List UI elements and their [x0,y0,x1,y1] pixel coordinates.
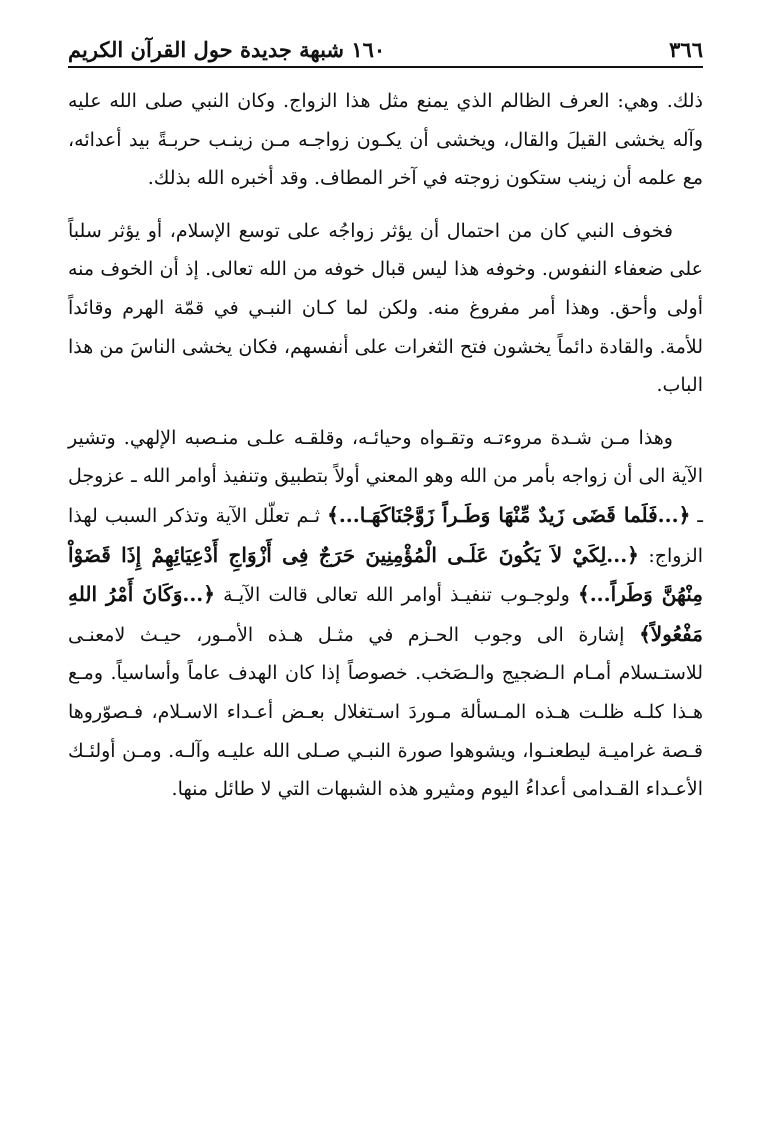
paragraph-2 [68,212,703,405]
paragraph-1-text: ذلك. وهي: العرف الظالم الذي يمنع مثل هذا الزواج. وكان النبي صلى الله عليه وآله يخشى القيلَ والقال، ويخشى أن يكـون زواجـه مـن زينـب حربـةً بيد أعدائه، مع علمه أن زينب ستكون زوجته في آخر المطاف. وقد أخبره الله بذلك. [68,90,703,190]
paragraph-3-text-c: ولوجـوب تنفيـذ أوامر الله تعالى قالت الآيـة [214,584,578,607]
paragraph-3 [68,419,703,809]
running-title: ١٦٠ شبهة جديدة حول القرآن الكريم [68,37,386,62]
quran-verse-1: ﴿...فَلَما قَضَى زَيدٌ مِّنْهَا وَطَـراً زَوَّجْنَاكَهَـا...﴾ [327,502,691,527]
paragraph-3-text-b: ثـم تعلّل الآية وتذكر السبب لهذا الزواج: [68,504,704,567]
body-text [68,82,703,809]
quran-verse-3: ﴿...وَكَانَ أَمْرُ اللهِ مَفْعُولاً﴾ [68,582,703,646]
paragraph-3-text-d: إشارة الى وجوب الحـزم في مثـل هـذه الأمـور، حيـث لامعنـى للاستـسلام أمـام الـضجيج والـصَخب. خصوصاً إذا كان الهدف عاماً وأساسياً. ومـع هـذا كلـه ظلـت هـذه المـسألة مـوردَ اسـتغلال بعـض أعـداء الاسـلام، فـصوّروها قـصة غراميـة ليطعنـوا، ويشوهوا صورة النبـي صـلى الله عليـه وآلـه. ومـن أولئـك الأعـداء القـدامى أعداءُ اليوم ومثيرو هذه الشبهات التي لا طائل منها. [68,623,703,801]
paragraph-2-text: فخوف النبي كان من احتمال أن يؤثر زواجُه على توسع الإسلام، أو يؤثر سلباً على ضعفاء النفوس. وخوفه هذا ليس قبال خوفه من الله تعالى. إذ أن الخوف منه أولى وأحق. وهذا أمر مفروغ منه. ولكن لما كـان النبـي في قمّة الهرم وقائداً للأمة. والقادة دائماً يخشون فتح الثغرات على أنفسهم، فكان يخشى الناسَ من هذا الباب. [68,219,703,397]
book-page [68,28,703,809]
paragraph-1 [68,82,703,198]
page-header [68,28,703,68]
paragraph-3-text-a: وهذا مـن شـدة مروءتـه وتقـواه وحيائـه، وقلقـه علـى منـصبه الإلهي. وتشير الآية الى أن زواجه بأمر من الله وهو المعني أولاً بتطبيق وتنفيذ أوامر الله ـ عزوجل ـ [68,426,703,527]
page-number: ٣٦٦ [669,37,703,62]
quran-verse-2: ﴿...لِكَيْ لاَ يَكُونَ عَلَـى الْمُؤْمِنِينَ حَرَجٌ فِى أَزْوَاجِ أَدْعِيَائِهِمْ إِذَا قَضَوْاْ مِنْهُنَّ وَطَراً...﴾ [68,542,704,607]
